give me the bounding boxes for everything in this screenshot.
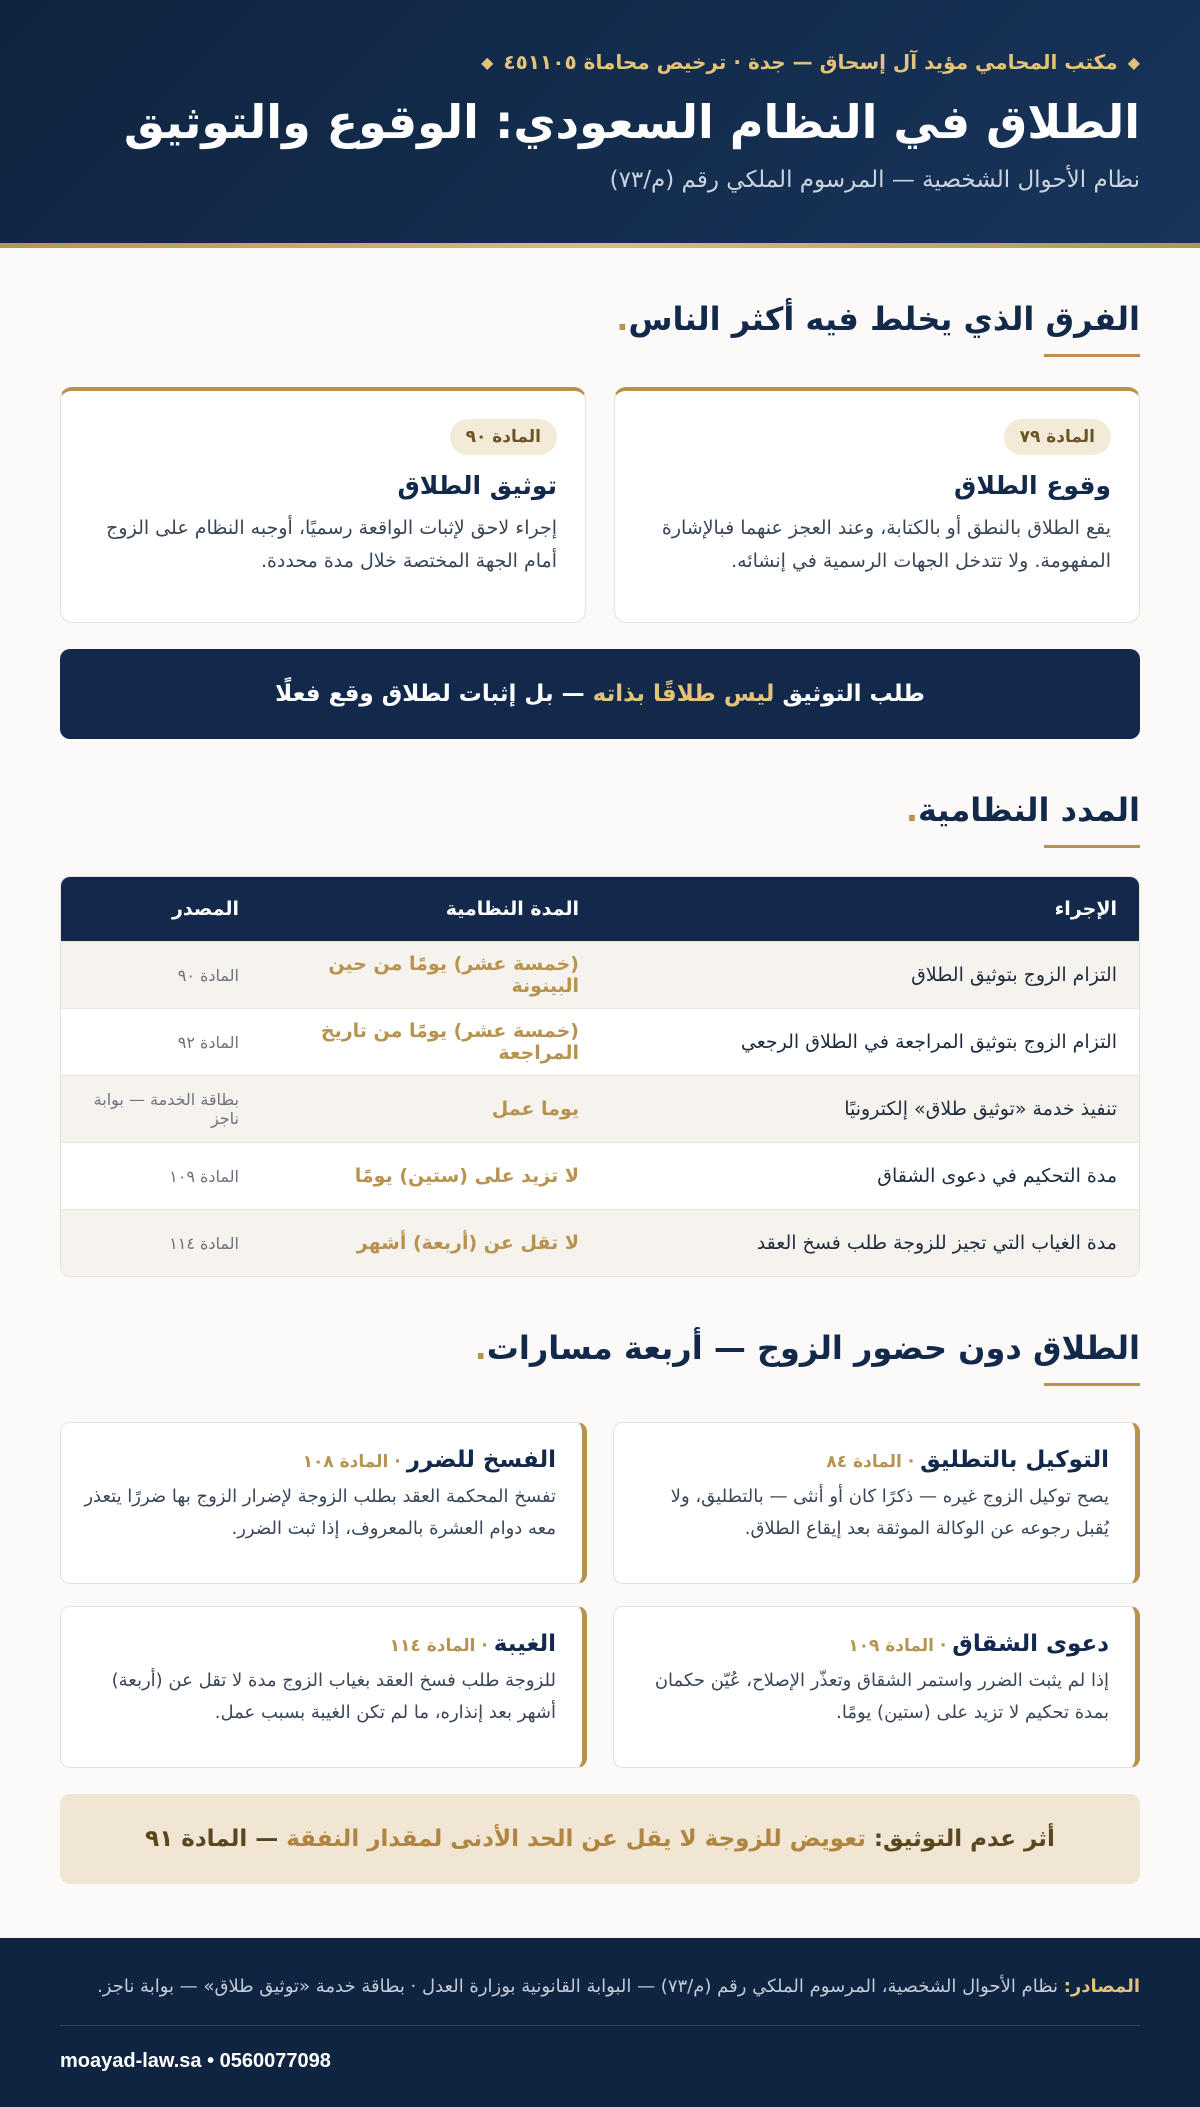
ref-separator: · <box>934 1636 953 1656</box>
header-period: المدة النظامية <box>445 898 579 920</box>
row-action: التزام الزوج بتوثيق الطلاق <box>911 964 1117 986</box>
page-title: الطلاق في النظام السعودي: الوقوع والتوثيق <box>123 95 1140 149</box>
path-ref: المادة ١٠٨ <box>302 1452 389 1472</box>
note-highlight: تعويض للزوجة لا يقل عن الحد الأدنى لمقدار النفقة <box>286 1826 866 1852</box>
footer-divider <box>60 2025 1140 2026</box>
row-source: المادة ٩٢ <box>177 1032 239 1052</box>
table-row <box>61 941 1139 1008</box>
row-period: لا تقل عن (أربعة) أشهر <box>356 1232 579 1254</box>
path-title: الغيبة <box>493 1631 556 1657</box>
table-row <box>61 1209 1139 1276</box>
path-text: تفسخ المحكمة العقد بطلب الزوجة لإضرار الزوج بها ضررًا يتعذر معه دوام العشرة بالمعروف، إذا ثبت الضرر. <box>84 1486 556 1540</box>
contact-line: moayad-law.sa • 0560077098 <box>60 2050 331 2072</box>
sources-line <box>60 1976 1140 1997</box>
card-text: يقع الطلاق بالنطق أو بالكتابة، وعند العجز عنهما فبالإشارة المفهومة. ولا تتدخل الجهات الرسمية في إنشائه. <box>661 517 1111 573</box>
table-row <box>61 1142 1139 1209</box>
sources-label: المصادر: <box>1063 1976 1140 1997</box>
section-rule <box>1044 354 1140 357</box>
section-rule <box>1044 845 1140 848</box>
card-divorce-occurrence <box>614 387 1140 623</box>
path-ref: المادة ١١٤ <box>389 1636 476 1656</box>
row-source: المادة ١٠٩ <box>169 1166 239 1186</box>
row-source: بطاقة الخدمة — بوابة ناجز <box>93 1090 239 1128</box>
sources-text: نظام الأحوال الشخصية، المرسوم الملكي رقم (م/٧٣) — البوابة القانونية بوزارة العدل · بطاقة خدمة «توثيق طلاق» — بوابة ناجز. <box>97 1976 1064 1997</box>
difference-section-head <box>60 300 1140 357</box>
path-card-harm <box>60 1422 587 1584</box>
main-content <box>0 300 1200 1884</box>
ref-separator: · <box>388 1452 407 1472</box>
page-footer <box>0 1938 1200 2107</box>
diamond-icon: ◆ <box>481 52 494 72</box>
path-ref: المادة ١٠٩ <box>848 1636 934 1656</box>
paths-grid <box>60 1422 1140 1768</box>
paths-section-head <box>60 1329 1140 1386</box>
header-action: الإجراء <box>1054 898 1117 920</box>
row-period: يوما عمل <box>491 1098 579 1120</box>
deadlines-table <box>60 876 1140 1277</box>
path-title: التوكيل بالتطليق <box>920 1447 1109 1473</box>
banner-highlight: ليس طلاقًا بذاته <box>592 681 775 707</box>
path-text: للزوجة طلب فسخ العقد بغياب الزوج مدة لا تقل عن (أربعة) أشهر بعد إنذاره، ما لم تكن الغيبة بسبب عمل. <box>111 1670 556 1724</box>
card-text: إجراء لاحق لإثبات الواقعة رسميًا، أوجبه النظام على الزوج أمام الجهة المختصة خلال مدة محددة. <box>106 517 557 573</box>
page-subtitle: نظام الأحوال الشخصية — المرسوم الملكي رقم (م/٧٣) <box>609 166 1140 193</box>
path-card-proxy <box>613 1422 1140 1584</box>
card-divorce-documentation <box>60 387 586 623</box>
table-row <box>61 1075 1139 1142</box>
row-action: مدة الغياب التي تجيز للزوجة طلب فسخ العقد <box>756 1232 1117 1254</box>
row-period: لا تزيد على (ستين) يومًا <box>354 1165 579 1187</box>
path-title: دعوى الشقاق <box>952 1631 1109 1657</box>
article-badge: المادة ٩٠ <box>450 419 557 455</box>
header-source: المصدر <box>171 898 239 920</box>
table-header <box>61 877 1139 941</box>
key-message-banner: طلب التوثيق ليس طلاقًا بذاته — بل إثبات لطلاق وقع فعلًا <box>60 649 1140 739</box>
row-source: المادة ٩٠ <box>177 965 239 985</box>
section-title: المدد النظامية. <box>905 791 1140 829</box>
section-title: الطلاق دون حضور الزوج — أربعة مسارات. <box>474 1329 1140 1367</box>
row-action: مدة التحكيم في دعوى الشقاق <box>877 1165 1117 1187</box>
row-action: تنفيذ خدمة «توثيق طلاق» إلكترونيًا <box>844 1098 1117 1120</box>
section-title: الفرق الذي يخلط فيه أكثر الناس. <box>616 300 1140 338</box>
card-title: توثيق الطلاق <box>397 471 557 500</box>
diamond-icon: ◆ <box>1127 52 1140 72</box>
row-period: (خمسة عشر) يومًا من حين البينونة <box>328 953 579 997</box>
office-text: مكتب المحامي مؤيد آل إسحاق — جدة · ترخيص محاماة ٤٥١١٠٥ <box>503 50 1118 74</box>
path-card-absence <box>60 1606 587 1768</box>
path-text: إذا لم يثبت الضرر واستمر الشقاق وتعذّر الإصلاح، عُيّن حكمان بمدة تحكيم لا تزيد على (ستين) يومًا. <box>654 1670 1109 1724</box>
section-rule <box>1044 1383 1140 1386</box>
ref-separator: · <box>901 1452 921 1472</box>
ref-separator: · <box>475 1636 494 1656</box>
compare-cards <box>60 387 1140 623</box>
path-text: يصح توكيل الزوج غيره — ذكرًا كان أو أنثى — بالتطليق، ولا يُقبل رجوعه عن الوكالة الموثقة بعد إيقاع الطلاق. <box>670 1486 1109 1540</box>
office-line <box>60 50 1140 74</box>
row-action: التزام الزوج بتوثيق المراجعة في الطلاق الرجعي <box>740 1031 1117 1053</box>
card-title: وقوع الطلاق <box>953 471 1111 500</box>
table-row <box>61 1008 1139 1075</box>
row-period: (خمسة عشر) يومًا من تاريخ المراجعة <box>320 1020 579 1064</box>
page-header <box>0 0 1200 248</box>
deadlines-section-head <box>60 791 1140 848</box>
article-badge: المادة ٧٩ <box>1004 419 1111 455</box>
row-source: المادة ١١٤ <box>169 1233 239 1253</box>
path-title: الفسخ للضرر <box>406 1447 556 1473</box>
path-ref: المادة ٨٤ <box>826 1452 902 1472</box>
non-documentation-note: أثر عدم التوثيق: تعويض للزوجة لا يقل عن الحد الأدنى لمقدار النفقة — المادة ٩١ <box>60 1794 1140 1884</box>
path-card-discord <box>613 1606 1140 1768</box>
